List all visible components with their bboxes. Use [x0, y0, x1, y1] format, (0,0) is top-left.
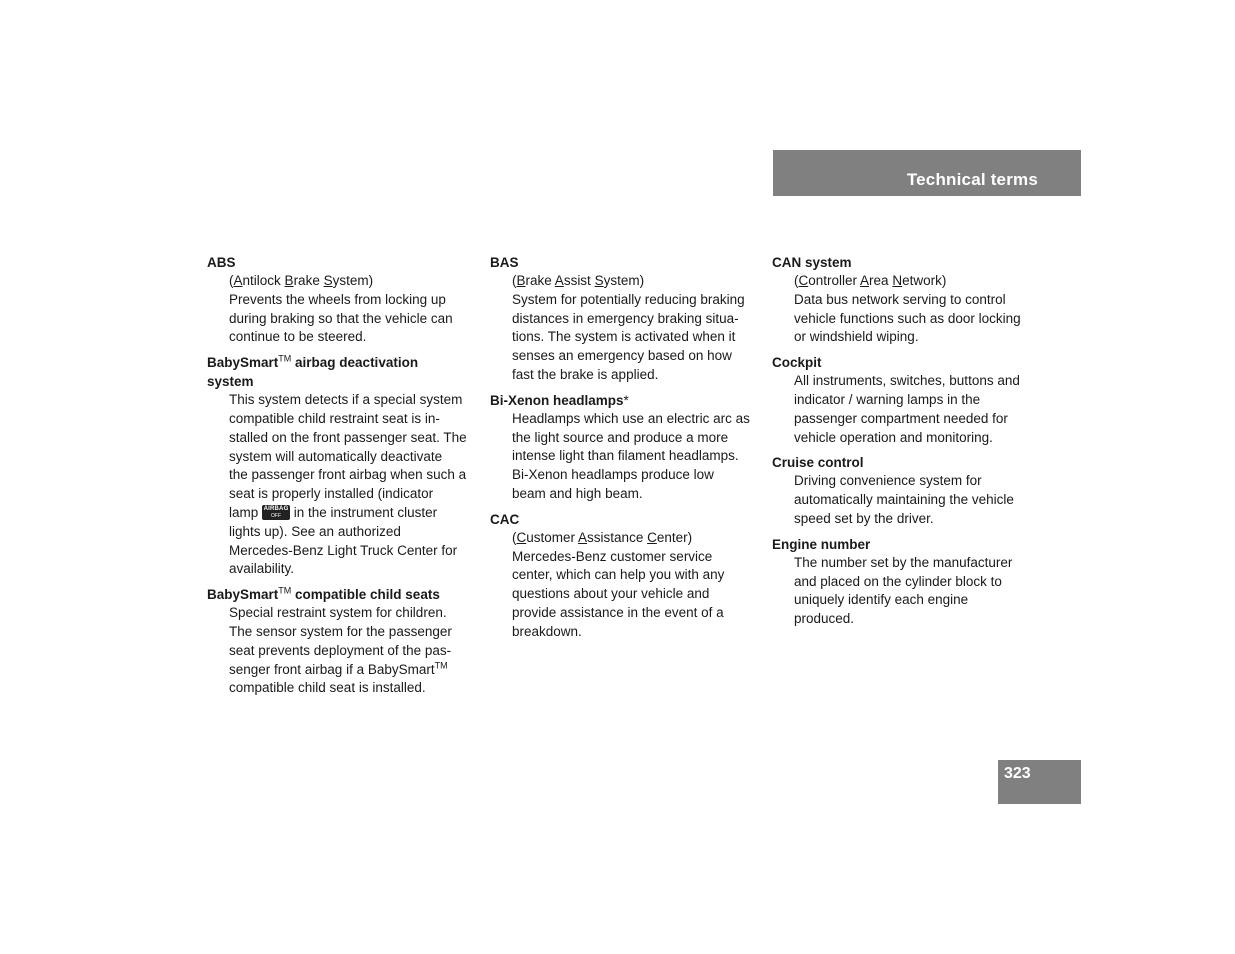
description-line: distances in emergency braking situa-	[512, 310, 739, 326]
description-line: Data bus network serving to control	[794, 291, 1006, 307]
description-line: Prevents the wheels from locking up	[229, 291, 446, 307]
term-title	[207, 585, 477, 604]
description-line: compatible child restraint seat is in-	[229, 410, 440, 426]
description-line: Headlamps which use an electric arc as	[512, 410, 750, 426]
term-expansion: (Antilock Brake System)	[229, 273, 374, 288]
expansion-text: ontroller	[808, 273, 861, 288]
description-line: passenger compartment needed for	[794, 410, 1008, 426]
description-line: the light source and produce a more	[512, 429, 729, 445]
expansion-text: ntilock	[242, 273, 285, 288]
optional-equipment-asterisk: *	[623, 392, 629, 408]
term-description	[490, 410, 760, 504]
description-line: and placed on the cylinder block to	[794, 573, 1002, 589]
description-line: intense light than filament headlamps.	[512, 448, 739, 464]
expansion-text: rake	[525, 273, 555, 288]
description-line: produced.	[794, 611, 855, 627]
description-text: in the instrument cluster	[290, 504, 438, 520]
description-line: fast the brake is applied.	[512, 366, 659, 382]
expansion-text: enter)	[656, 529, 693, 545]
glossary-entry-abs	[207, 253, 477, 347]
term-title	[207, 353, 477, 372]
glossary-entry-babysmart-seats	[207, 585, 477, 698]
expansion-initial: B	[284, 273, 294, 288]
term-description	[490, 529, 760, 642]
term-expansion: (Controller Area Network)	[794, 273, 947, 288]
term-title: Cockpit	[772, 355, 822, 371]
description-line: continue to be steered.	[229, 329, 367, 345]
expansion-initial: A	[233, 273, 243, 288]
description-line: center, which can help you with any	[512, 567, 725, 583]
expansion-text: ssistance	[587, 529, 648, 545]
page-number-box	[998, 760, 1081, 804]
term-text: BabySmart	[207, 587, 279, 603]
section-title: Technical terms	[906, 170, 1038, 189]
glossary-entry-babysmart-airbag	[207, 353, 477, 579]
glossary-entry-cac	[490, 510, 760, 642]
term-text: Bi-Xenon headlamps	[490, 392, 624, 408]
term-title: Cruise control	[772, 455, 864, 471]
term-description	[772, 554, 1042, 629]
description-line: breakdown.	[512, 623, 582, 639]
icon-label: AIRBAG	[263, 505, 289, 512]
term-expansion: (Brake Assist System)	[512, 273, 645, 288]
term-title: CAC	[490, 511, 520, 527]
expansion-initial: N	[892, 273, 903, 288]
expansion-initial: S	[594, 273, 604, 288]
term-description	[772, 372, 1042, 447]
trademark-sup: TM	[278, 353, 292, 364]
expansion-initial: C	[798, 273, 809, 288]
glossary-entry-bas	[490, 253, 760, 385]
expansion-initial: A	[860, 273, 870, 288]
expansion-text: ystem)	[332, 273, 374, 288]
description-line: Mercedes-Benz customer service	[512, 548, 713, 564]
expansion-initial: S	[323, 273, 333, 288]
description-line: provide assistance in the event of a	[512, 604, 724, 620]
description-line: indicator / warning lamps in the	[794, 391, 981, 407]
description-line: Driving convenience system for	[794, 473, 982, 489]
description-line: All instruments, switches, buttons and	[794, 373, 1020, 389]
term-description	[207, 391, 477, 579]
term-expansion: (Customer Assistance Center)	[512, 529, 693, 545]
description-line: beam and high beam.	[512, 485, 643, 501]
description-line: seat is properly installed (indicator	[229, 486, 434, 502]
description-line: during braking so that the vehicle can	[229, 310, 453, 326]
term-description	[207, 604, 477, 698]
description-line: lights up). See an authorized	[229, 523, 401, 539]
description-line: vehicle functions such as door locking	[794, 310, 1021, 326]
description-line: Special restraint system for children.	[229, 605, 447, 621]
description-line: senses an emergency based on how	[512, 348, 732, 364]
term-title: BAS	[490, 255, 519, 270]
term-title: CAN system	[772, 255, 852, 270]
term-description	[772, 472, 1042, 528]
expansion-initial: A	[554, 273, 564, 288]
term-text: compatible child seats	[291, 587, 440, 603]
trademark-sup: TM	[278, 585, 292, 596]
expansion-text: etwork)	[902, 273, 947, 288]
term-title	[490, 391, 760, 410]
description-line: automatically maintaining the vehicle	[794, 492, 1014, 508]
term-description	[772, 272, 1042, 347]
description-line: uniquely identify each engine	[794, 592, 969, 608]
description-line: questions about your vehicle and	[512, 586, 710, 602]
description-line: speed set by the driver.	[794, 510, 934, 526]
expansion-initial: C	[647, 529, 657, 545]
description-line	[229, 661, 477, 680]
glossary-entry-cruise-control	[772, 453, 1042, 528]
description-text: lamp	[229, 504, 263, 520]
description-line: Mercedes-Benz Light Truck Center for	[229, 542, 458, 558]
description-text: senger front airbag if a BabySmart	[229, 661, 435, 677]
expansion-initial: A	[578, 529, 588, 545]
description-line: availability.	[229, 561, 295, 577]
description-line: vehicle operation and monitoring.	[794, 429, 993, 445]
glossary-entry-can-system	[772, 253, 1042, 347]
icon-label: OFF	[271, 512, 282, 519]
expansion-text: ystem)	[603, 273, 645, 288]
expansion-text: ustomer	[526, 529, 579, 545]
description-line: seat prevents deployment of the pas-	[229, 642, 452, 658]
trademark-sup: TM	[434, 660, 448, 671]
description-line: or windshield wiping.	[794, 329, 919, 345]
description-line: System for potentially reducing braking	[512, 291, 745, 307]
expansion-text: rea	[869, 273, 893, 288]
airbag-off-indicator-icon	[262, 505, 290, 520]
expansion-text: rake	[293, 273, 324, 288]
section-header-bar	[773, 150, 1081, 196]
term-description	[490, 272, 760, 385]
term-text: BabySmart	[207, 355, 279, 371]
expansion-initial: C	[516, 529, 527, 545]
description-line: The sensor system for the passenger	[229, 623, 452, 639]
page-number: 323	[1004, 765, 1031, 782]
description-line: system will automatically deactivate	[229, 448, 443, 464]
description-line: stalled on the front passenger seat. The	[229, 429, 467, 445]
term-title: Engine number	[772, 536, 871, 552]
term-title-cont: system	[207, 374, 254, 390]
description-line: Bi-Xenon headlamps produce low	[512, 467, 714, 483]
description-line: The number set by the manufacturer	[794, 554, 1013, 570]
expansion-text: ssist	[563, 273, 595, 288]
description-line-lamp	[229, 504, 477, 523]
glossary-entry-engine-number	[772, 535, 1042, 629]
term-text: airbag deactivation	[291, 355, 419, 371]
term-description	[207, 272, 477, 347]
glossary-entry-bixenon	[490, 391, 760, 504]
description-line: the passenger front airbag when such a	[229, 467, 467, 483]
term-title: ABS	[207, 255, 236, 270]
glossary-column-3	[772, 253, 1042, 635]
glossary-column-2	[490, 253, 760, 648]
description-line: compatible child seat is installed.	[229, 680, 426, 696]
glossary-entry-cockpit	[772, 353, 1042, 447]
description-line: tions. The system is activated when it	[512, 329, 736, 345]
description-line: This system detects if a special system	[229, 392, 463, 408]
glossary-column-1	[207, 253, 477, 704]
expansion-initial: B	[516, 273, 526, 288]
